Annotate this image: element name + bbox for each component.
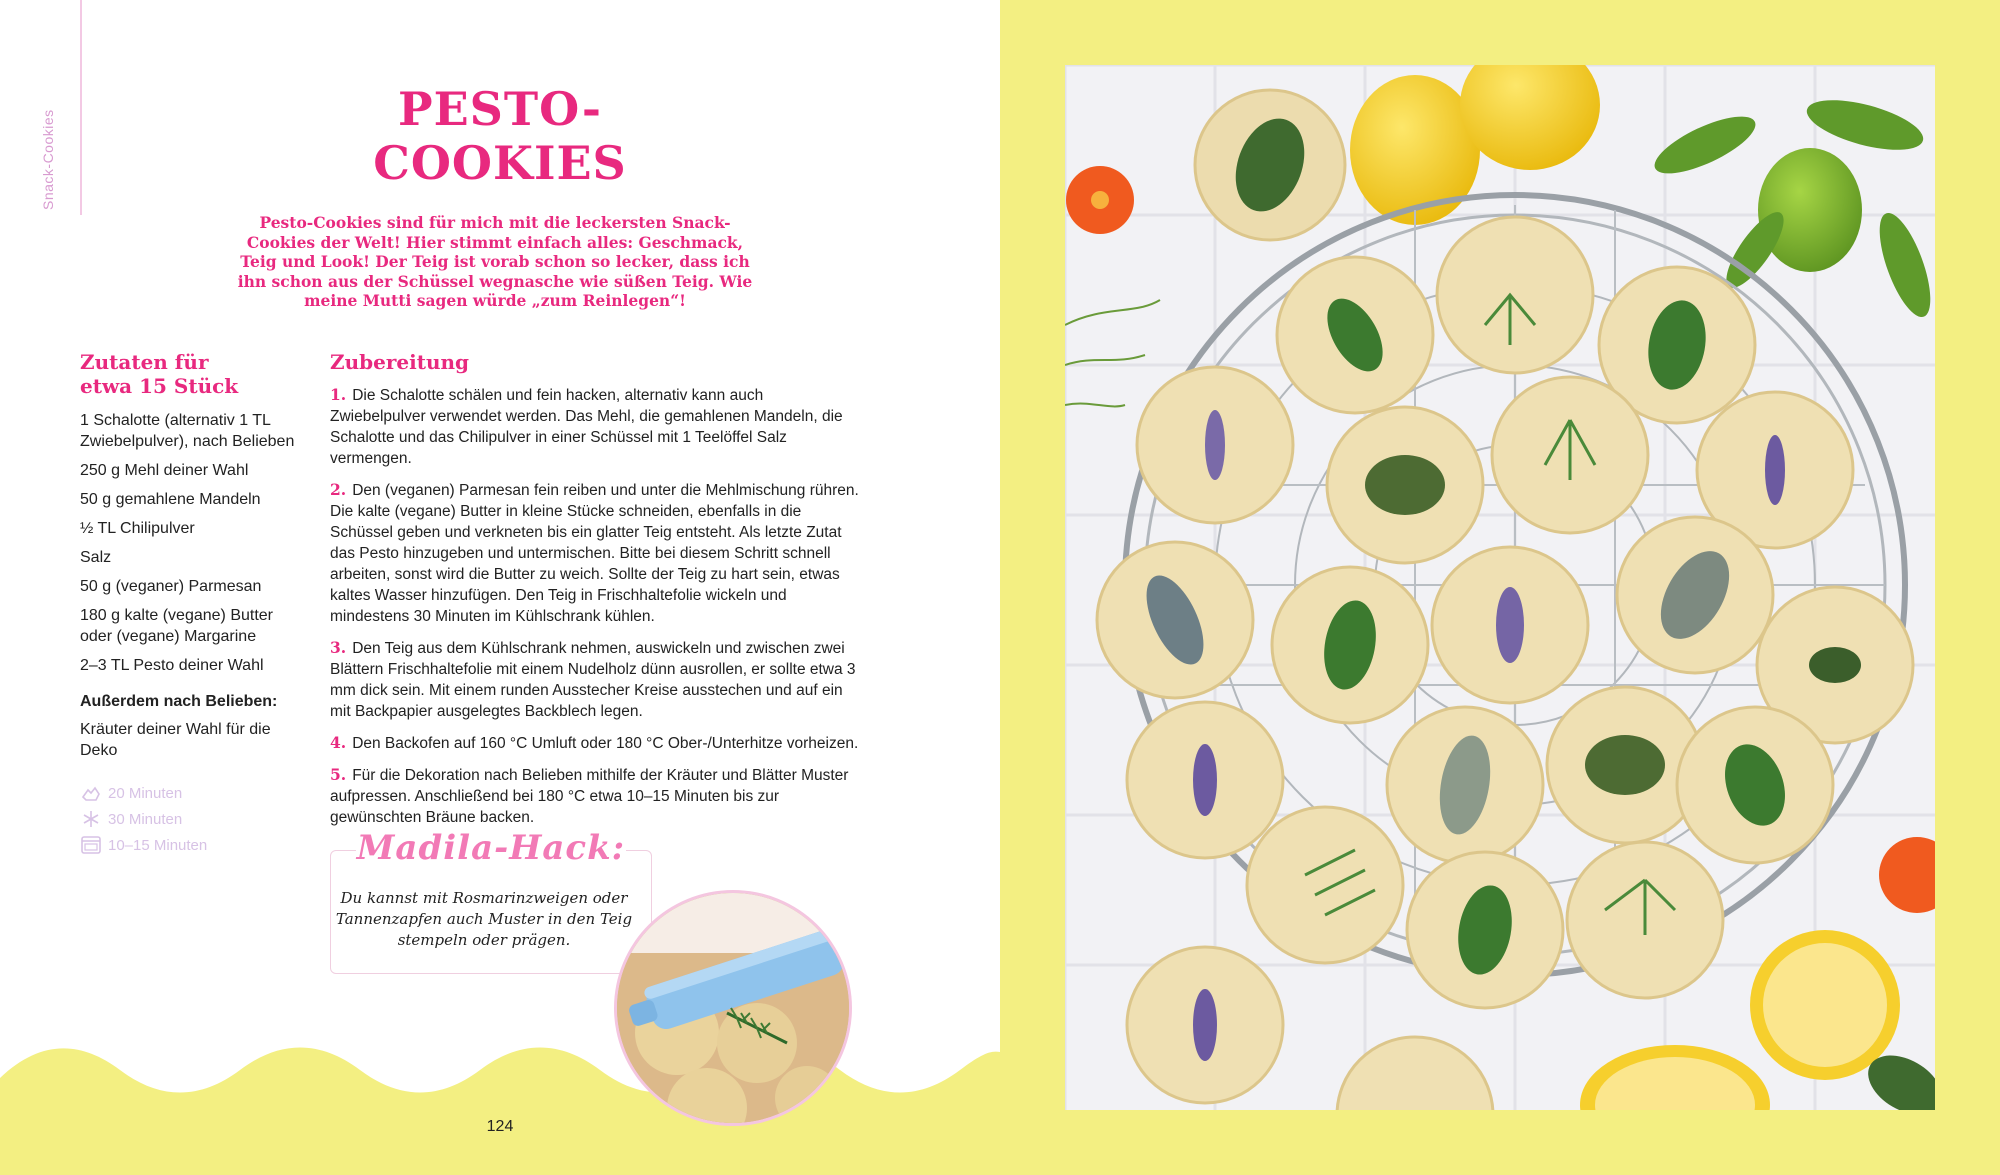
ingredient-item: 250 g Mehl deiner Wahl <box>80 462 249 479</box>
ingredient-item: Salz <box>80 549 112 566</box>
recipe-title-line-1: PESTO- <box>398 82 602 136</box>
time-info <box>80 780 300 858</box>
recipe-intro: Pesto-Cookies sind für mich mit die leckersten Snack-Cookies der Welt! Hier stimmt einfach alles: Geschmack, Teig und Look! Der Teig ist vorab schon so lecker, dass ich ihn schon aus der Schüssel wegnasche wie süßen Teig. Wie meine Mutti sagen würde „zum Reinlegen“! <box>237 213 753 310</box>
tip-title: Madila-Hack: <box>356 828 626 868</box>
chill-time-label: 30 Minuten <box>108 810 183 828</box>
step-text: Für die Dekoration nach Belieben mithilfe der Kräuter und Blätter Muster aufpressen. Anschließend bei 180 °C etwa 10–15 Minuten bis zur gewünschten Bräune backen. <box>330 767 849 826</box>
optional-text: Kräuter deiner Wahl für die Deko <box>80 721 271 759</box>
page-number: 124 <box>486 1118 514 1135</box>
step-text: Die Schalotte schälen und fein hacken, alternativ kann auch Zwiebelpulver verwendet werden. Das Mehl, die gemahlenen Mandeln, die Schalotte und das Chilipulver in einer Schüssel mit 1 Teelöffel Salz vermengen. <box>330 387 843 467</box>
ingredient-item: ½ TL Chilipulver <box>80 520 195 537</box>
ingredients-heading <box>80 350 280 398</box>
rolling-pin-photo <box>614 890 852 1126</box>
prep-time-row <box>80 780 300 806</box>
chill-time-row <box>80 806 300 832</box>
ingredient-item: 50 g (veganer) Parmesan <box>80 578 262 595</box>
ingredient-item: 50 g gemahlene Mandeln <box>80 491 261 508</box>
step-2 <box>330 479 860 627</box>
recipe-title-line-2: COOKIES <box>373 136 627 190</box>
preparation-steps <box>330 384 860 838</box>
yellow-wave-footer <box>0 1030 1000 1175</box>
step-number: 1. <box>330 385 347 404</box>
optional-heading: Außerdem nach Belieben: <box>80 693 278 710</box>
bake-time-label: 10–15 Minuten <box>108 836 208 854</box>
prep-time-label: 20 Minuten <box>108 784 183 802</box>
ingredient-item: 180 g kalte (vegane) Butter oder (vegane) Margarine <box>80 607 274 645</box>
step-text: Den Backofen auf 160 °C Umluft oder 180 °C Ober-/Unterhitze vorheizen. <box>352 735 859 752</box>
step-number: 5. <box>330 765 347 784</box>
step-number: 3. <box>330 638 347 657</box>
ingredient-list <box>80 410 300 684</box>
step-number: 2. <box>330 480 347 499</box>
step-text: Den Teig aus dem Kühlschrank nehmen, auswickeln und zwischen zwei Blättern Frischhaltefolie mit einem Nudelholz dünn ausrollen, er sollte etwa 3 mm dick sein. Mit einem runden Ausstecher Kreise ausstechen und auf ein mit Backpapier ausgelegtes Backblech legen. <box>330 640 856 720</box>
step-text: Den (veganen) Parmesan fein reiben und unter die Mehlmischung rühren. Die kalte (vegane) Butter in kleine Stücke schneiden, ebenfalls in die Schüssel geben und verkneten bis ein glatter Teig entsteht. Als letzte Zutat das Pesto hinzugeben und untermischen. Bitte bei diesem Schritt schnell arbeiten, sonst wird die Butter zu weich. Sollte der Teig zu hart sein, etwas kaltes Wasser hinzufügen. Den Teig in Frischhaltefolie wickeln und mindestens 30 Minuten im Kühlschrank kühlen. <box>330 482 859 625</box>
step-number: 4. <box>330 733 347 752</box>
right-page <box>1000 0 2000 1175</box>
ingredients-heading-line-2: etwa 15 Stück <box>80 374 239 398</box>
step-4 <box>330 732 860 754</box>
ingredient-item: 2–3 TL Pesto deiner Wahl <box>80 657 264 674</box>
section-side-label: Snack-Cookies <box>40 109 56 210</box>
ingredients-heading-line-1: Zutaten für <box>80 350 209 374</box>
preparation-heading: Zubereitung <box>330 350 470 374</box>
oven-icon <box>80 835 102 855</box>
prep-hands-icon <box>80 783 102 803</box>
bake-time-row <box>80 832 300 858</box>
snowflake-icon <box>80 809 102 829</box>
tip-text: Du kannst mit Rosmarinzweigen oder Tannenzapfen auch Muster in den Teig stempeln oder prägen. <box>335 889 633 949</box>
step-3 <box>330 637 860 722</box>
recipe-title <box>330 82 670 190</box>
cookies-photo <box>1065 65 1935 1110</box>
ingredient-item: 1 Schalotte (alternativ 1 TL Zwiebelpulver), nach Belieben <box>80 412 295 450</box>
side-rule <box>80 0 82 215</box>
step-1 <box>330 384 860 469</box>
step-5 <box>330 764 860 828</box>
